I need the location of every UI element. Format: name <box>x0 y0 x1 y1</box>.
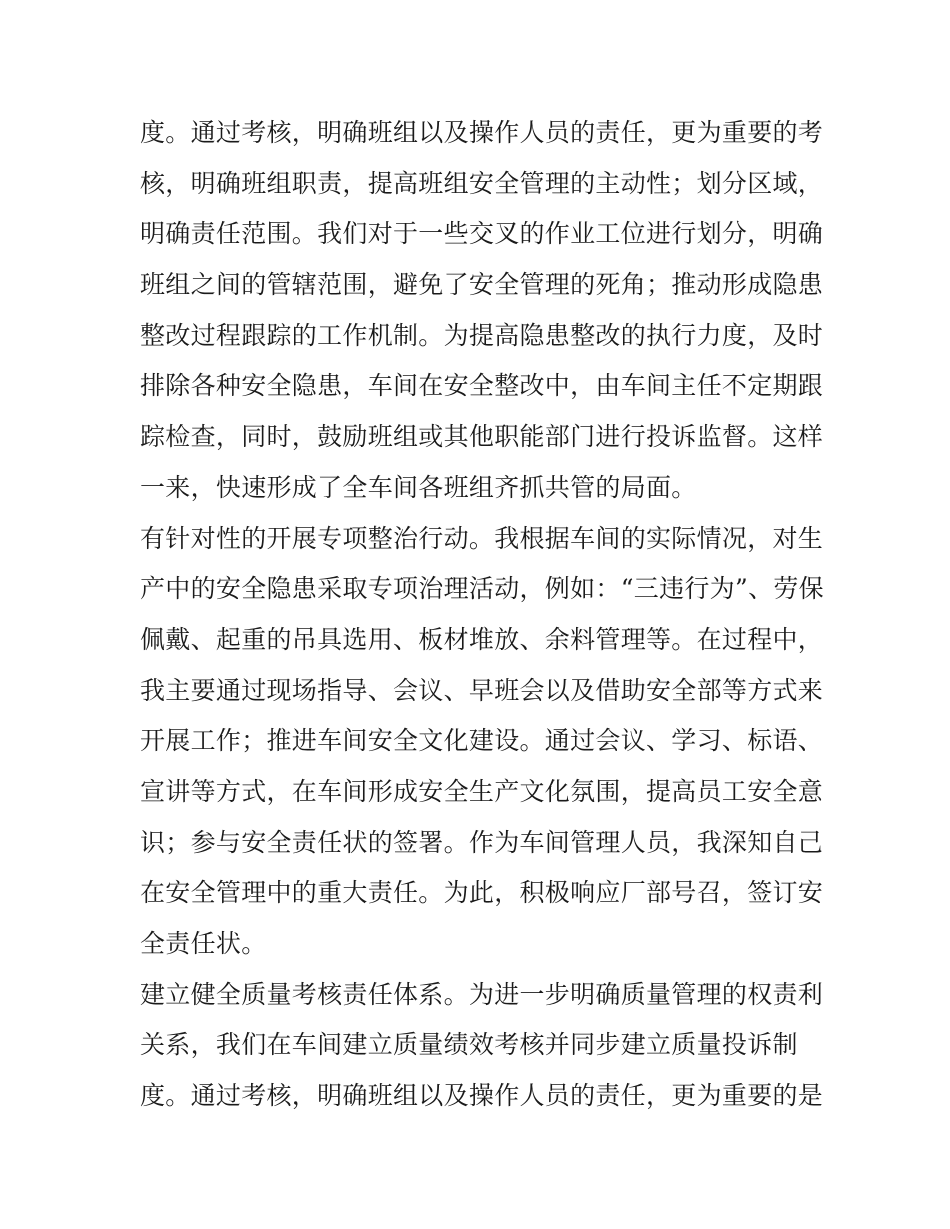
text-line: 我主要通过现场指导、会议、早班会以及借助安全部等方式来 <box>140 675 824 705</box>
text-line: 开展工作；推进车间安全文化建设。通过会议、学习、标语、 <box>140 726 824 756</box>
text-line: 在安全管理中的重大责任。为此，积极响应厂部号召，签订安 <box>140 878 824 908</box>
text-line: 整改过程跟踪的工作机制。为提高隐患整改的执行力度，及时 <box>140 320 824 350</box>
text-line: 度。通过考核，明确班组以及操作人员的责任，更为重要的考 <box>140 118 824 147</box>
text-line: 一来，快速形成了全车间各班组齐抓共管的局面。 <box>140 472 697 502</box>
text-line: 有针对性的开展专项整治行动。我根据车间的实际情况，对生 <box>140 523 824 553</box>
text-line: 识；参与安全责任状的签署。作为车间管理人员，我深知自己 <box>140 827 824 857</box>
text-line: 全责任状。 <box>140 929 267 958</box>
text-line: 明确责任范围。我们对于一些交叉的作业工位进行划分，明确 <box>140 219 824 249</box>
text-line: 排除各种安全隐患，车间在安全整改中，由车间主任不定期跟 <box>140 371 824 401</box>
text-line: 产中的安全隐患采取专项治理活动，例如：“三违行为”、劳保 <box>140 574 824 604</box>
text-line: 关系，我们在车间建立质量绩效考核并同步建立质量投诉制 <box>140 1030 798 1060</box>
text-line: 度。通过考核，明确班组以及操作人员的责任，更为重要的是 <box>140 1081 824 1111</box>
text-line: 佩戴、起重的吊具选用、板材堆放、余料管理等。在过程中， <box>140 624 824 654</box>
text-line: 宣讲等方式，在车间形成安全生产文化氛围，提高员工安全意 <box>140 776 824 806</box>
text-line: 核，明确班组职责，提高班组安全管理的主动性；划分区域， <box>140 168 824 198</box>
text-line: 班组之间的管辖范围，避免了安全管理的死角；推动形成隐患 <box>140 270 824 300</box>
text-line: 踪检查，同时，鼓励班组或其他职能部门进行投诉监督。这样 <box>140 422 824 452</box>
text-line: 建立健全质量考核责任体系。为进一步明确质量管理的权责利 <box>140 979 824 1009</box>
document-body <box>140 108 824 1122</box>
